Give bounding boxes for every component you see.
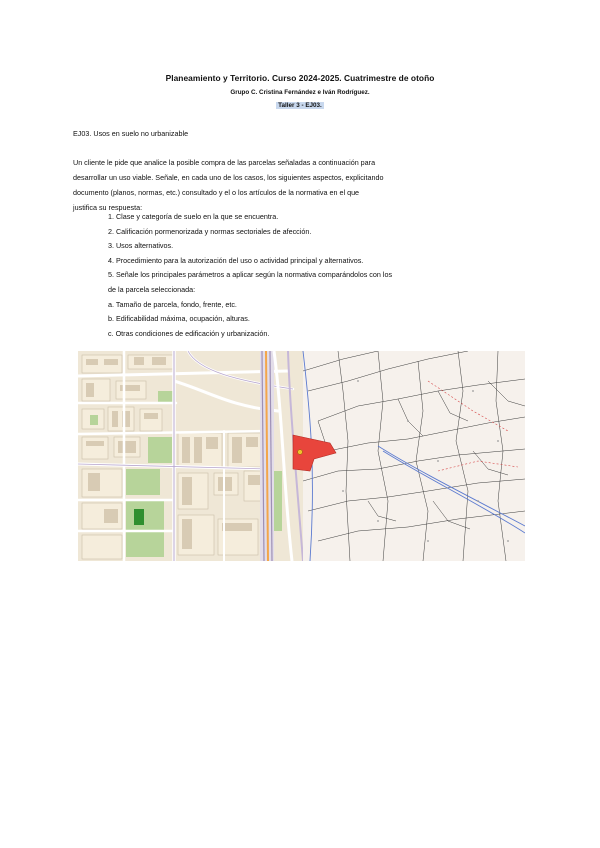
document-title: Planeamiento y Territorio. Curso 2024-2025. Cuatrimestre de otoño — [165, 73, 435, 83]
list-item: b. Edificabilidad máxima, ocupación, alturas. — [108, 314, 250, 324]
list-item: a. Tamaño de parcela, fondo, frente, etc. — [108, 299, 237, 309]
exercise-items — [73, 210, 493, 341]
document-subtitle: Grupo C. Cristina Fernández e Iván Rodríguez. — [230, 89, 370, 96]
exercise-title: EJ03. Usos en suelo no urbanizable — [73, 129, 189, 138]
list-item: de la parcela seleccionada: — [108, 284, 196, 294]
cadastral-parcel-map — [293, 351, 525, 561]
list-item: 5. Señale los principales parámetros a aplicar según la normativa comparándolos con los — [108, 270, 393, 280]
list-item: 4. Procedimiento para la autorización del uso o actividad principal y alternativos. — [108, 255, 364, 265]
exercise-intro — [73, 155, 473, 215]
urban-street-map — [78, 351, 303, 561]
intro-line: Un cliente le pide que analice la posible compra de las parcelas señaladas a continuación para — [73, 158, 376, 167]
taller-label — [0, 102, 600, 109]
list-item: c. Otras condiciones de edificación y urbanización. — [108, 328, 270, 338]
intro-line: documento (planos, normas, etc.) consultado y el o los artículos de la normativa en el que — [73, 188, 360, 197]
list-item: 1. Clase y categoría de suelo en la que se encuentra. — [108, 212, 279, 221]
taller-highlight: Taller 3 - EJ03. — [278, 102, 322, 109]
list-item: 2. Calificación pormenorizada y normas sectoriales de afección. — [108, 226, 312, 236]
list-item: 3. Usos alternativos. — [108, 241, 174, 251]
map-svg — [78, 351, 525, 561]
parcel-marker-icon — [298, 450, 303, 455]
site-map — [78, 351, 525, 561]
intro-line: desarrollar un uso viable. Señale, en cada uno de los casos, los siguientes aspectos, explicitando — [73, 173, 384, 182]
intro-line: justifica su respuesta: — [73, 203, 143, 212]
